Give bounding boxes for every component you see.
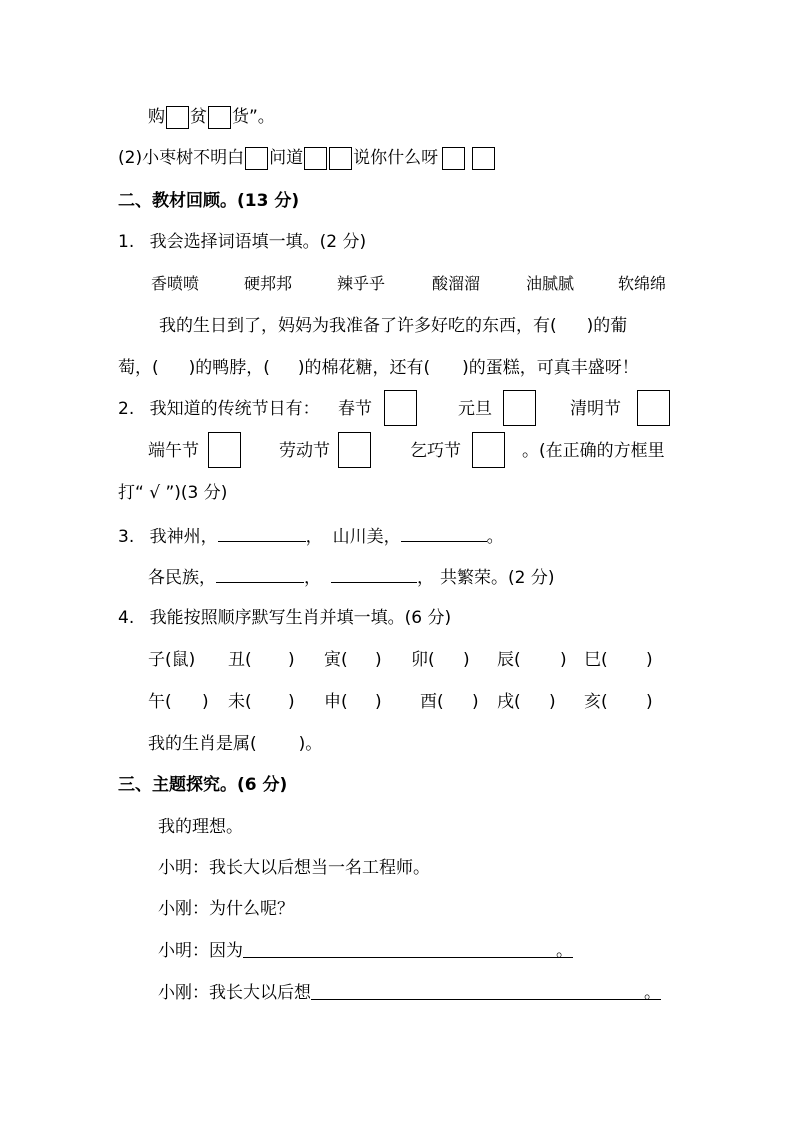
zodiac-question: 我的生肖是属( <box>148 734 257 754</box>
answer-box[interactable] <box>166 106 189 129</box>
zodiac-paren: ) <box>375 650 382 670</box>
section-2-heading: 二、教材回顾。(13 分) <box>118 191 300 211</box>
festival-label: 劳动节 <box>279 441 330 461</box>
dialog-text: 。 <box>556 941 573 961</box>
text-huo: 货”。 <box>232 107 275 127</box>
top-line-1 <box>148 105 275 129</box>
dialog-line: 小刚：为什么呢？ <box>158 899 294 919</box>
q2-line-3: 打“ √ ”)(3 分) <box>118 483 228 503</box>
dialog-line <box>158 939 573 963</box>
answer-line[interactable] <box>243 939 573 961</box>
q2-lead: 我知道的传统节日有： <box>149 399 320 419</box>
q1-text: 我会选择词语填一填。(2 分) <box>149 232 367 252</box>
q2-label-line <box>118 397 320 421</box>
question-2-text: (2)小枣树不明白 <box>118 148 245 168</box>
q1-para-text: 萄，( <box>118 358 159 378</box>
q3-text: ， <box>305 527 323 547</box>
q3-text: 共繁荣。(2 分) <box>440 568 555 588</box>
q3-text: 我神州， <box>149 527 218 547</box>
zodiac-answer-line <box>148 732 322 756</box>
q3-blank[interactable] <box>401 523 487 542</box>
festival-checkbox[interactable] <box>472 432 505 468</box>
festival-label: 清明节 <box>570 399 621 419</box>
answer-box[interactable] <box>208 106 231 129</box>
text-wendao: 问道 <box>269 148 304 168</box>
word-option: 辣乎乎 <box>337 274 386 293</box>
topic-title: 我的理想。 <box>158 817 243 837</box>
festival-checkbox[interactable] <box>208 432 241 468</box>
dialog-text: 小明：因为 <box>158 941 243 961</box>
zodiac-paren: ) <box>288 650 295 670</box>
answer-box[interactable] <box>245 147 268 170</box>
zodiac-item: 寅( <box>324 650 348 670</box>
answer-box[interactable] <box>472 147 495 170</box>
word-option: 硬邦邦 <box>244 274 293 293</box>
zodiac-paren: ) <box>549 692 556 712</box>
dialog-text: 。 <box>644 983 661 1003</box>
q3-line-1 <box>118 523 504 547</box>
q1-para-text: )的葡 <box>586 316 628 336</box>
q3-text: 。 <box>486 527 504 547</box>
zodiac-paren: ) <box>375 692 382 712</box>
answer-box[interactable] <box>442 147 465 170</box>
zodiac-paren: ) <box>646 650 653 670</box>
zodiac-item: 酉( <box>420 692 444 712</box>
text-pin: 贫 <box>190 107 207 127</box>
zodiac-paren: ) <box>472 692 479 712</box>
q1-para-text: )的棉花糖，还有( <box>297 358 431 378</box>
q2-label: 2. <box>118 399 135 419</box>
q1-label: 1. <box>118 232 135 252</box>
text-gou: 购 <box>148 107 165 127</box>
zodiac-paren: ) <box>463 650 470 670</box>
q1-paragraph-line-1 <box>159 314 627 338</box>
dialog-line: 小明：我长大以后想当一名工程师。 <box>158 858 430 878</box>
word-option: 油腻腻 <box>526 274 575 293</box>
q1-para-text: 我的生日到了，妈妈为我准备了许多好吃的东西，有( <box>159 316 557 336</box>
q1-para-text: )的鸭脖，( <box>188 358 270 378</box>
zodiac-item: 戌( <box>497 692 521 712</box>
word-option: 香喷喷 <box>151 274 200 293</box>
zodiac-question: )。 <box>298 734 323 754</box>
zodiac-paren: ) <box>560 650 567 670</box>
festival-label: 乞巧节 <box>410 441 461 461</box>
q3-text: 各民族， <box>148 568 216 588</box>
q3-blank[interactable] <box>216 564 304 583</box>
zodiac-paren: ) <box>202 692 209 712</box>
q3-text: 山川美， <box>332 527 401 547</box>
zodiac-paren: ) <box>288 692 295 712</box>
q4-label: 4. <box>118 608 135 628</box>
festival-label: 元旦 <box>458 399 492 419</box>
festival-checkbox[interactable] <box>338 432 371 468</box>
festival-checkbox[interactable] <box>384 390 417 426</box>
zodiac-item: 辰( <box>497 650 521 670</box>
section-3-heading: 三、主题探究。(6 分) <box>118 775 288 795</box>
text-shuo: 说你什么呀 <box>353 148 439 168</box>
dialog-text: 小刚：我长大以后想 <box>158 983 311 1003</box>
answer-box[interactable] <box>304 147 327 170</box>
q4-text: 我能按照顺序默写生肖并填一填。(6 分) <box>149 608 452 628</box>
zodiac-item: 卯( <box>411 650 435 670</box>
q4-line <box>118 606 451 630</box>
dialog-line <box>158 981 661 1005</box>
zodiac-item: 子(鼠) <box>148 650 196 670</box>
zodiac-item: 午( <box>148 692 172 712</box>
q1-para-text: )的蛋糕，可真丰盛呀！ <box>462 358 639 378</box>
q3-label: 3. <box>118 527 135 547</box>
q3-blank[interactable] <box>218 523 306 542</box>
top-line-2 <box>118 146 496 170</box>
festival-checkbox[interactable] <box>637 390 670 426</box>
q1-paragraph-line-2 <box>118 356 639 380</box>
zodiac-item: 未( <box>228 692 252 712</box>
zodiac-item: 亥( <box>584 692 608 712</box>
zodiac-paren: ) <box>646 692 653 712</box>
word-option: 软绵绵 <box>618 274 667 293</box>
answer-line[interactable] <box>311 981 661 1003</box>
q3-text: ， <box>417 568 434 588</box>
q3-text: ， <box>304 568 321 588</box>
zodiac-item: 巳( <box>584 650 608 670</box>
zodiac-item: 申( <box>324 692 348 712</box>
q2-tail: 。(在正确的方框里 <box>522 441 665 461</box>
festival-checkbox[interactable] <box>503 390 536 426</box>
answer-box[interactable] <box>329 147 352 170</box>
festival-label: 春节 <box>338 399 372 419</box>
q1-line <box>118 230 366 254</box>
festival-label: 端午节 <box>148 441 199 461</box>
q3-blank[interactable] <box>331 564 417 583</box>
word-option: 酸溜溜 <box>432 274 481 293</box>
q3-line-2 <box>148 564 554 588</box>
zodiac-item: 丑( <box>228 650 252 670</box>
